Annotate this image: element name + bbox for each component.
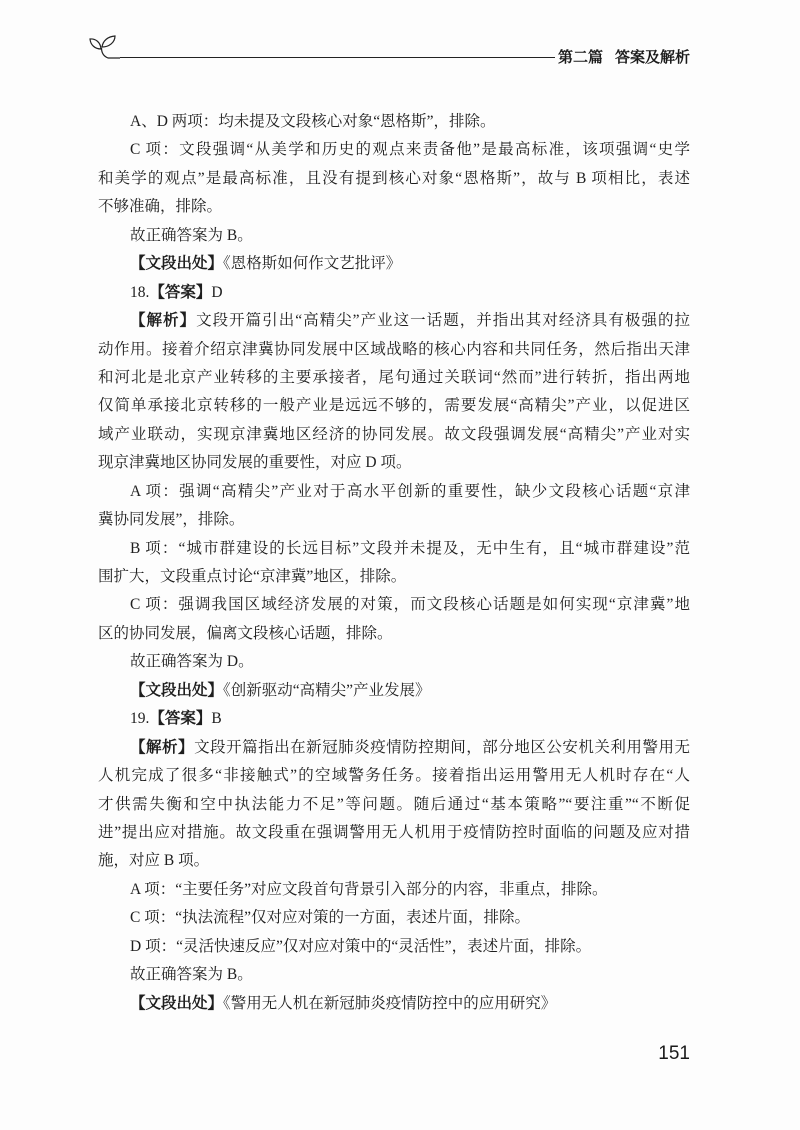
answer-conclusion: 故正确答案为 B。: [130, 226, 253, 244]
option-c-explanation: C 项：“执法流程”仅对应对策的一方面，表述片面，排除。: [130, 909, 530, 927]
page-number: 151: [658, 1043, 690, 1064]
paragraph-line: B 项：“城市群建设的长远目标”文段并未提及，无中生有，且“城市群建设”范: [130, 539, 690, 557]
passage-source: [98, 990, 690, 1018]
paragraph-line: 仅简单承接北京转移的一般产业是远远不够的，需要发展“高精尖”产业，以促进区: [98, 397, 690, 415]
paragraph-line: 不够准确，排除。: [98, 198, 223, 216]
paragraph-line: 区的协同发展，偏离文段核心话题，排除。: [98, 624, 393, 642]
source-title: 《创新驱动“高精尖”产业发展》: [223, 681, 431, 699]
option-a-explanation: A 项：“主要任务”对应文段首句背景引入部分的内容，非重点，排除。: [130, 880, 608, 898]
analysis-text: 文段开篇引出“高精尖”产业这一话题，并指出其对经济具有极强的拉: [196, 312, 690, 330]
answer-value: D: [211, 283, 223, 301]
paragraph-line: A 项：强调“高精尖”产业对于高水平创新的重要性，缺少文段核心话题“京津: [130, 482, 690, 500]
paragraph-line: 和河北是北京产业转移的主要承接者，尾句通过关联词“然而”进行转折，指出两地: [98, 368, 690, 386]
analysis-label: 【解析】: [130, 312, 197, 330]
option-b-explanation: [98, 535, 690, 592]
sprout-icon: [88, 32, 120, 60]
paragraph-line: 冀协同发展”，排除。: [98, 511, 245, 529]
option-a-explanation: [98, 478, 690, 535]
header-section-title: 答案及解析: [614, 50, 690, 66]
answer-text: [98, 108, 690, 1018]
paragraph-line: 现京津冀地区协同发展的重要性，对应 D 项。: [98, 454, 412, 472]
question-number: 19.: [130, 710, 150, 728]
analysis-paragraph: [98, 307, 690, 478]
source-label: 【文段出处】: [130, 681, 224, 699]
answer-label: 【答案】: [149, 710, 212, 728]
paragraph-line: C 项：文段强调“从美学和历史的观点来责备他”是最高标准，该项强调“史学: [130, 141, 690, 159]
option-c-explanation: [98, 136, 690, 221]
answer-value: B: [211, 710, 222, 728]
source-label: 【文段出处】: [130, 255, 224, 273]
paragraph-line: 围扩大，文段重点讨论“京津冀”地区，排除。: [98, 568, 407, 585]
analysis-label: 【解析】: [130, 738, 195, 756]
paragraph-line: [98, 734, 690, 762]
paragraph-line: 和美学的观点”是最高标准，且没有提到核心对象“恩格斯”，故与 B 项相比，表述: [98, 169, 690, 187]
source-title: 《恩格斯如何作文艺批评》: [223, 255, 402, 273]
question-number: 18.: [130, 283, 150, 301]
answer-conclusion: 故正确答案为 D。: [130, 653, 254, 671]
header-part-label: 第二篇: [557, 50, 603, 66]
paragraph-line: 施，对应 B 项。: [98, 852, 210, 870]
question-answer-line: [98, 705, 690, 733]
passage-source: [98, 677, 690, 705]
paragraph-line: 域产业联动，实现京津冀地区经济的协同发展。故文段强调发展“高精尖”产业对实: [98, 425, 690, 443]
answer-conclusion: 故正确答案为 B。: [130, 966, 253, 984]
source-label: 【文段出处】: [130, 994, 224, 1012]
option-c-explanation: [98, 591, 690, 648]
paragraph-line: 才供需失衡和空中执法能力不足”等问题。随后通过“基本策略”“要注重”“不断促: [98, 795, 690, 813]
answer-label: 【答案】: [149, 283, 212, 301]
option-d-explanation: D 项：“灵活快速反应”仅对应对策中的“灵活性”，表述片面，排除。: [130, 937, 592, 955]
paragraph-line: 动作用。接着介绍京津冀协同发展中区域战略的核心内容和共同任务，然后指出天津: [98, 340, 690, 358]
analysis-text: 文段开篇指出在新冠肺炎疫情防控期间，部分地区公安机关利用警用无: [194, 738, 690, 756]
passage-source: [98, 250, 690, 278]
analysis-paragraph: [98, 734, 690, 876]
source-title: 《警用无人机在新冠肺炎疫情防控中的应用研究》: [223, 994, 557, 1012]
paragraph-line: 人机完成了很多“非接触式”的空域警务任务。接着指出运用警用无人机时存在“人: [98, 767, 690, 785]
header-rule: [120, 57, 555, 58]
running-header: [558, 50, 690, 66]
paragraph-line: 进”提出应对措施。故文段重在强调警用无人机用于疫情防控时面临的问题及应对措: [98, 823, 690, 841]
question-answer-line: [98, 279, 690, 307]
paragraph-line: C 项：强调我国区域经济发展的对策，而文段核心话题是如何实现“京津冀”地: [130, 596, 690, 614]
option-ad-explanation: A、D 两项：均未提及文段核心对象“恩格斯”，排除。: [130, 113, 496, 130]
paragraph-line: [98, 307, 690, 335]
